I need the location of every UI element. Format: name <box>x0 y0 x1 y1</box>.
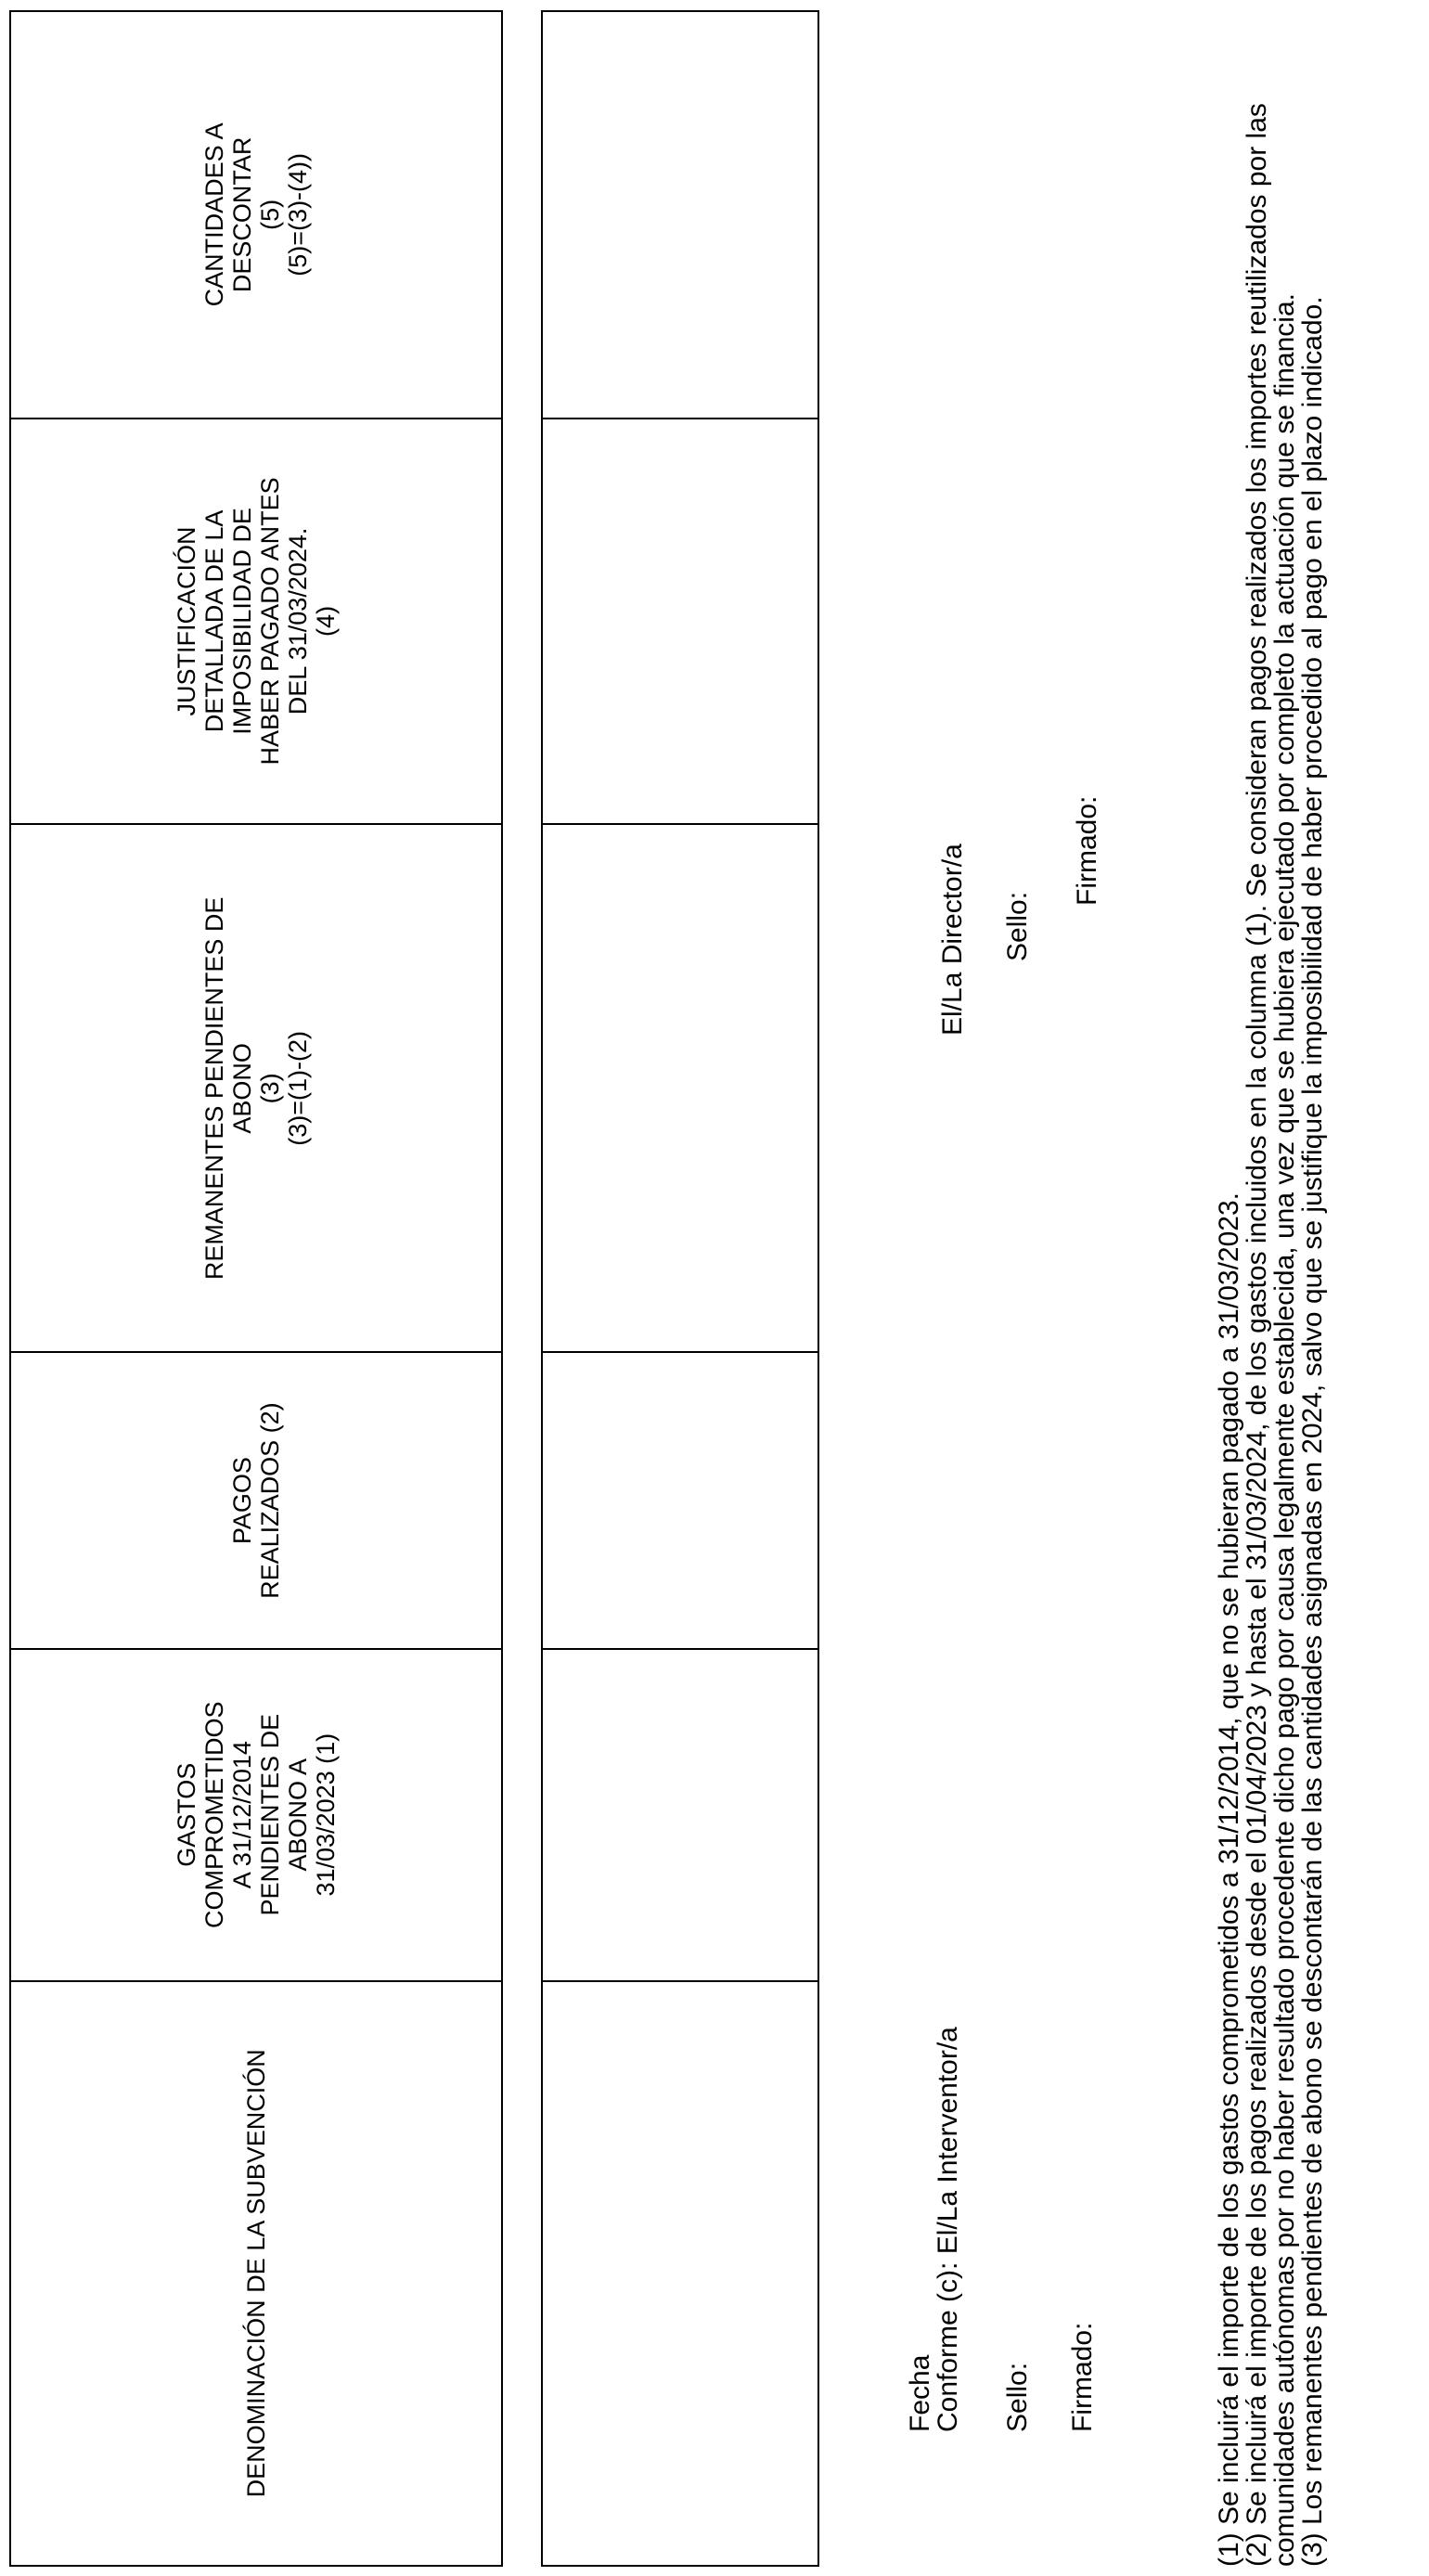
table-cell[interactable] <box>542 11 818 419</box>
date-label: Fecha <box>905 2354 935 2432</box>
footnote-2: (2) Se incluirá el importe de los pagos realizados desde el 01/04/2023 y hasta el 31/03/2024, de los gastos incluidos en la columna (1). Se consideran pagos realizados los importes reutilizados por las comunidades autónomas por no haber resultado procedente dicho pago por causa legalmente establecida, una vez que se hubiera ejecutado por completo la actuación que se financia. <box>1242 103 1300 2567</box>
director-seal-label: Sello: <box>1002 891 1033 961</box>
interventor-seal-label: Sello: <box>1002 2362 1033 2432</box>
table-cell[interactable] <box>542 1649 818 1981</box>
table-row <box>542 11 818 2566</box>
data-table <box>541 10 819 2567</box>
interventor-title: Conforme (c): El/La Interventor/a <box>933 2027 963 2432</box>
header-row <box>10 11 502 2566</box>
header-cantidades-descontar: CANTIDADES A DESCONTAR (5) (5)=(3)-(4)) <box>10 11 502 419</box>
header-table <box>9 10 503 2567</box>
footnote-1: (1) Se incluirá el importe de los gastos comprometidos a 31/12/2014, que no se hubieran pagado a 31/03/2023. <box>1214 1192 1244 2567</box>
director-title: El/La Director/a <box>937 844 968 1036</box>
table-cell[interactable] <box>542 419 818 825</box>
table-cell[interactable] <box>542 1981 818 2566</box>
interventor-signed-label: Firmado: <box>1067 2322 1098 2432</box>
header-remanentes: REMANENTES PENDIENTES DE ABONO (3) (3)=(1)-(2) <box>10 824 502 1352</box>
footnotes <box>1216 10 1327 2567</box>
header-gastos-comprometidos: GASTOS COMPROMETIDOS A 31/12/2014 PENDIENTES DE ABONO A 31/03/2023 (1) <box>10 1649 502 1981</box>
footnote-3: (3) Los remanentes pendientes de abono se descontarán de las cantidades asignadas en 2024, salvo que se justifique la imposibilidad de haber procedido al pago en el plazo indicado. <box>1297 296 1328 2567</box>
header-pagos-realizados: PAGOS REALIZADOS (2) <box>10 1352 502 1648</box>
header-justificacion: JUSTIFICACIÓN DETALLADA DE LA IMPOSIBILIDAD DE HABER PAGADO ANTES DEL 31/03/2024. (4) <box>10 419 502 825</box>
director-signed-label: Firmado: <box>1072 795 1102 906</box>
table-cell[interactable] <box>542 1352 818 1648</box>
header-denominacion: DENOMINACIÓN DE LA SUBVENCIÓN <box>10 1981 502 2566</box>
table-cell[interactable] <box>542 824 818 1352</box>
